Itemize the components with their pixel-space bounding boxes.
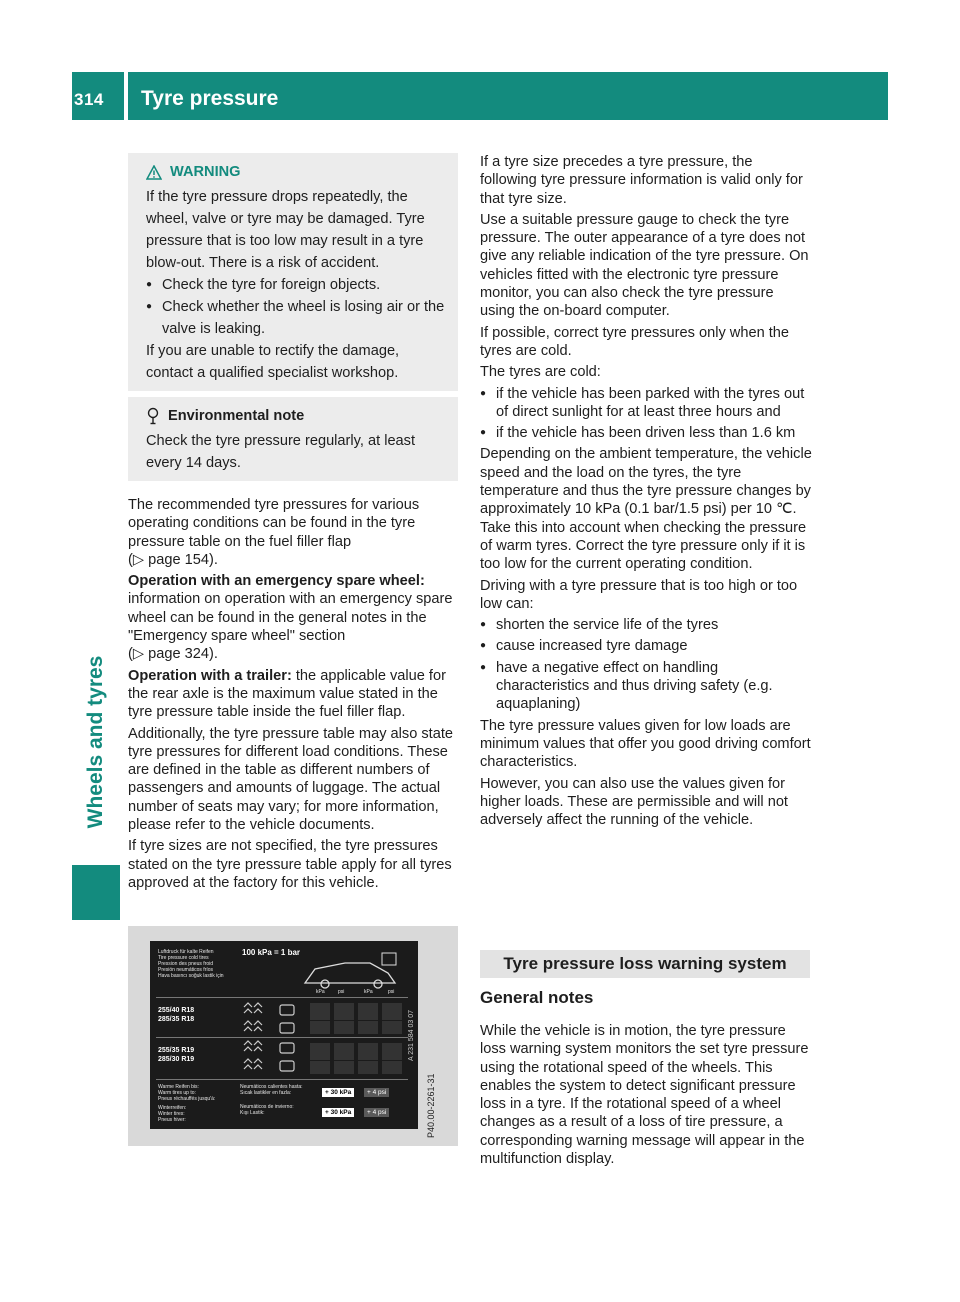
paragraph: However, you can also use the values given for higher loads. These are permissible and will not adversely affect the running of the vehicle.	[480, 775, 788, 829]
warning-triangle-icon	[146, 165, 162, 180]
plus-kpa-badge: + 30 kPa	[322, 1088, 354, 1097]
paragraph: Additionally, the tyre pressure table may also state tyre pressures for different load conditions. These are defined in the table as different numbers of passengers and amounts of luggage. The actual number of seats may vary; for more information, please refer to the vehicle documents.	[128, 725, 454, 834]
paragraph: While the vehicle is in motion, the tyre pressure loss warning system monitors the set tyre pressure using the rotational speed of the wheels. This enables the system to detect significant pressure loss in a tyre. If the rotational speed of a wheel changes as a result of a loss of tire pressure, a corresponding warning message will appear in the multifunction display.	[480, 1023, 809, 1168]
tyre-pressure-plaque	[150, 941, 418, 1129]
chapter-marker	[72, 865, 120, 920]
winter-label: Pneus hiver:	[158, 1117, 186, 1123]
plaque-label: Presión neumáticos fríos	[158, 967, 214, 973]
plaque-label: Tire pressure cold tires	[158, 955, 209, 961]
plus-kpa-badge: + 30 kPa	[322, 1108, 354, 1117]
plus-psi-badge: + 4 psi	[364, 1088, 389, 1097]
plus-psi-badge: + 4 psi	[364, 1108, 389, 1117]
plaque-label: Hava basıncı soğuk lastik için	[158, 973, 224, 979]
tyre-size: 255/40 R18	[158, 1007, 195, 1014]
paragraph-lead: Operation with a trailer:	[128, 667, 292, 684]
environmental-heading	[146, 405, 448, 427]
plaque-label: Luftdruck für kalte Reifen	[158, 949, 214, 955]
page-reference[interactable]: (▷ page 154).	[128, 551, 218, 568]
paragraph-lead: Operation with an emergency spare wheel:	[128, 573, 425, 590]
winter-label: Kışı Lastik:	[240, 1110, 265, 1116]
paragraph: If possible, correct tyre pressures only when the tyres are cold.	[480, 324, 790, 359]
plaque-label: Pression des pneus froid	[158, 961, 214, 967]
warning-heading	[146, 161, 448, 183]
warm-label: Neumáticos calientes hasta:	[240, 1084, 303, 1090]
warm-label: Warm tires up to:	[158, 1090, 196, 1096]
list-item: ● have a negative effect on handling characteristics and thus driving safety (e.g. aquaplaning)	[480, 659, 812, 714]
winter-label: Winter tires:	[158, 1111, 185, 1117]
car-silhouette-icon	[300, 951, 400, 991]
page-number: 314	[74, 90, 104, 109]
section-heading: Tyre pressure loss warning system	[480, 950, 810, 978]
right-column	[480, 153, 812, 832]
paragraph: the applicable value for the rear axle is the maximum value stated in the tyre pressure table inside the fuel filler flap.	[128, 667, 446, 721]
warm-label: Pneus réchauffés jusqu'à:	[158, 1096, 216, 1102]
list-item: ● if the vehicle has been driven less than 1.6 km	[480, 424, 812, 442]
paragraph: Depending on the ambient temperature, the vehicle speed and the load on the tyres, the tyre temperature and thus the tyre pressure changes by approximately 10 kPa (0.1 bar/1.5 psi) per 10 ℃. Take this into account when checking the pressure of warm tyres. Correct the tyre pressure only if it is too low for the current operating condition.	[480, 446, 812, 573]
paragraph: Use a suitable pressure gauge to check the tyre pressure. The outer appearance of a tyre does not give any reliable indication of the tyre pressure. On vehicles fitted with the electronic tyre pressure monitor, you can also check the tyre pressure using the on-board computer.	[480, 211, 809, 320]
list-item: ● cause increased tyre damage	[480, 637, 812, 655]
subsection-heading: General notes	[480, 988, 594, 1007]
warning-intro: If the tyre pressure drops repeatedly, the wheel, valve or tyre may be damaged. Tyre pressure that is too low may result in a tyre blow-out. There is a risk of accident.	[146, 189, 425, 271]
warning-bullet: ● Check the tyre for foreign objects.	[146, 274, 448, 296]
paragraph: The tyres are cold:	[480, 364, 601, 381]
environmental-title: Environmental note	[168, 408, 305, 424]
warning-box	[128, 153, 458, 391]
paragraph: If a tyre size precedes a tyre pressure, the following tyre pressure information is valid only for that tyre size.	[480, 154, 803, 207]
warning-title: WARNING	[170, 164, 241, 180]
tyre-size: 285/35 R18	[158, 1016, 195, 1023]
passenger-luggage-icon	[240, 1001, 306, 1077]
plaque-ratio: 100 kPa = 1 bar	[242, 948, 301, 957]
environmental-note-box	[128, 397, 458, 481]
tyre-pressure-table-image	[128, 926, 458, 1146]
tyre-size: 255/35 R19	[158, 1047, 195, 1054]
lightbulb-icon	[146, 407, 160, 425]
warning-bullet: ● Check whether the wheel is losing air or the valve is leaking.	[146, 296, 448, 340]
warm-label: Warme Reifen bis:	[158, 1084, 199, 1090]
page-title: Tyre pressure	[141, 87, 279, 110]
paragraph: If tyre sizes are not specified, the tyre pressures stated on the tyre pressure table apply for all tyres approved at the factory for this vehicle.	[128, 838, 452, 891]
plaque-code: A 231 584 03 07	[408, 1010, 415, 1061]
chapter-label: Wheels and tyres	[84, 655, 107, 829]
right-column-lower	[480, 1022, 812, 1171]
tyre-size: 285/30 R19	[158, 1056, 195, 1063]
image-code: P40.00-2261-31	[426, 1073, 436, 1138]
plaque-unit: kPa	[316, 989, 325, 995]
page-reference[interactable]: (▷ page 324).	[128, 646, 218, 663]
plaque-unit: kPa	[364, 989, 373, 995]
paragraph: The tyre pressure values given for low loads are minimum values that offer you good driving comfort characteristics.	[480, 717, 811, 771]
paragraph: Driving with a tyre pressure that is too high or too low can:	[480, 577, 798, 612]
paragraph: information on operation with an emergency spare wheel can be found in the general notes in the "Emergency spare wheel" section	[128, 591, 453, 645]
environmental-text: Check the tyre pressure regularly, at least every 14 days.	[146, 433, 416, 471]
list-item: ● if the vehicle has been parked with the tyres out of direct sunlight for at least three hours and	[480, 385, 812, 422]
warning-outro: If you are unable to rectify the damage, contact a qualified specialist workshop.	[146, 343, 400, 381]
left-column	[128, 496, 460, 895]
warm-label: Sıcak lastikler en fazla:	[240, 1090, 292, 1096]
winter-label: Winterreifen:	[158, 1105, 187, 1111]
winter-label: Neumáticos de invierno:	[240, 1104, 294, 1110]
plaque-unit: psi	[388, 989, 395, 995]
plaque-unit: psi	[338, 989, 345, 995]
list-item: ● shorten the service life of the tyres	[480, 616, 812, 634]
paragraph: The recommended tyre pressures for various operating conditions can be found in the tyre pressure table on the fuel filler flap	[128, 497, 420, 550]
